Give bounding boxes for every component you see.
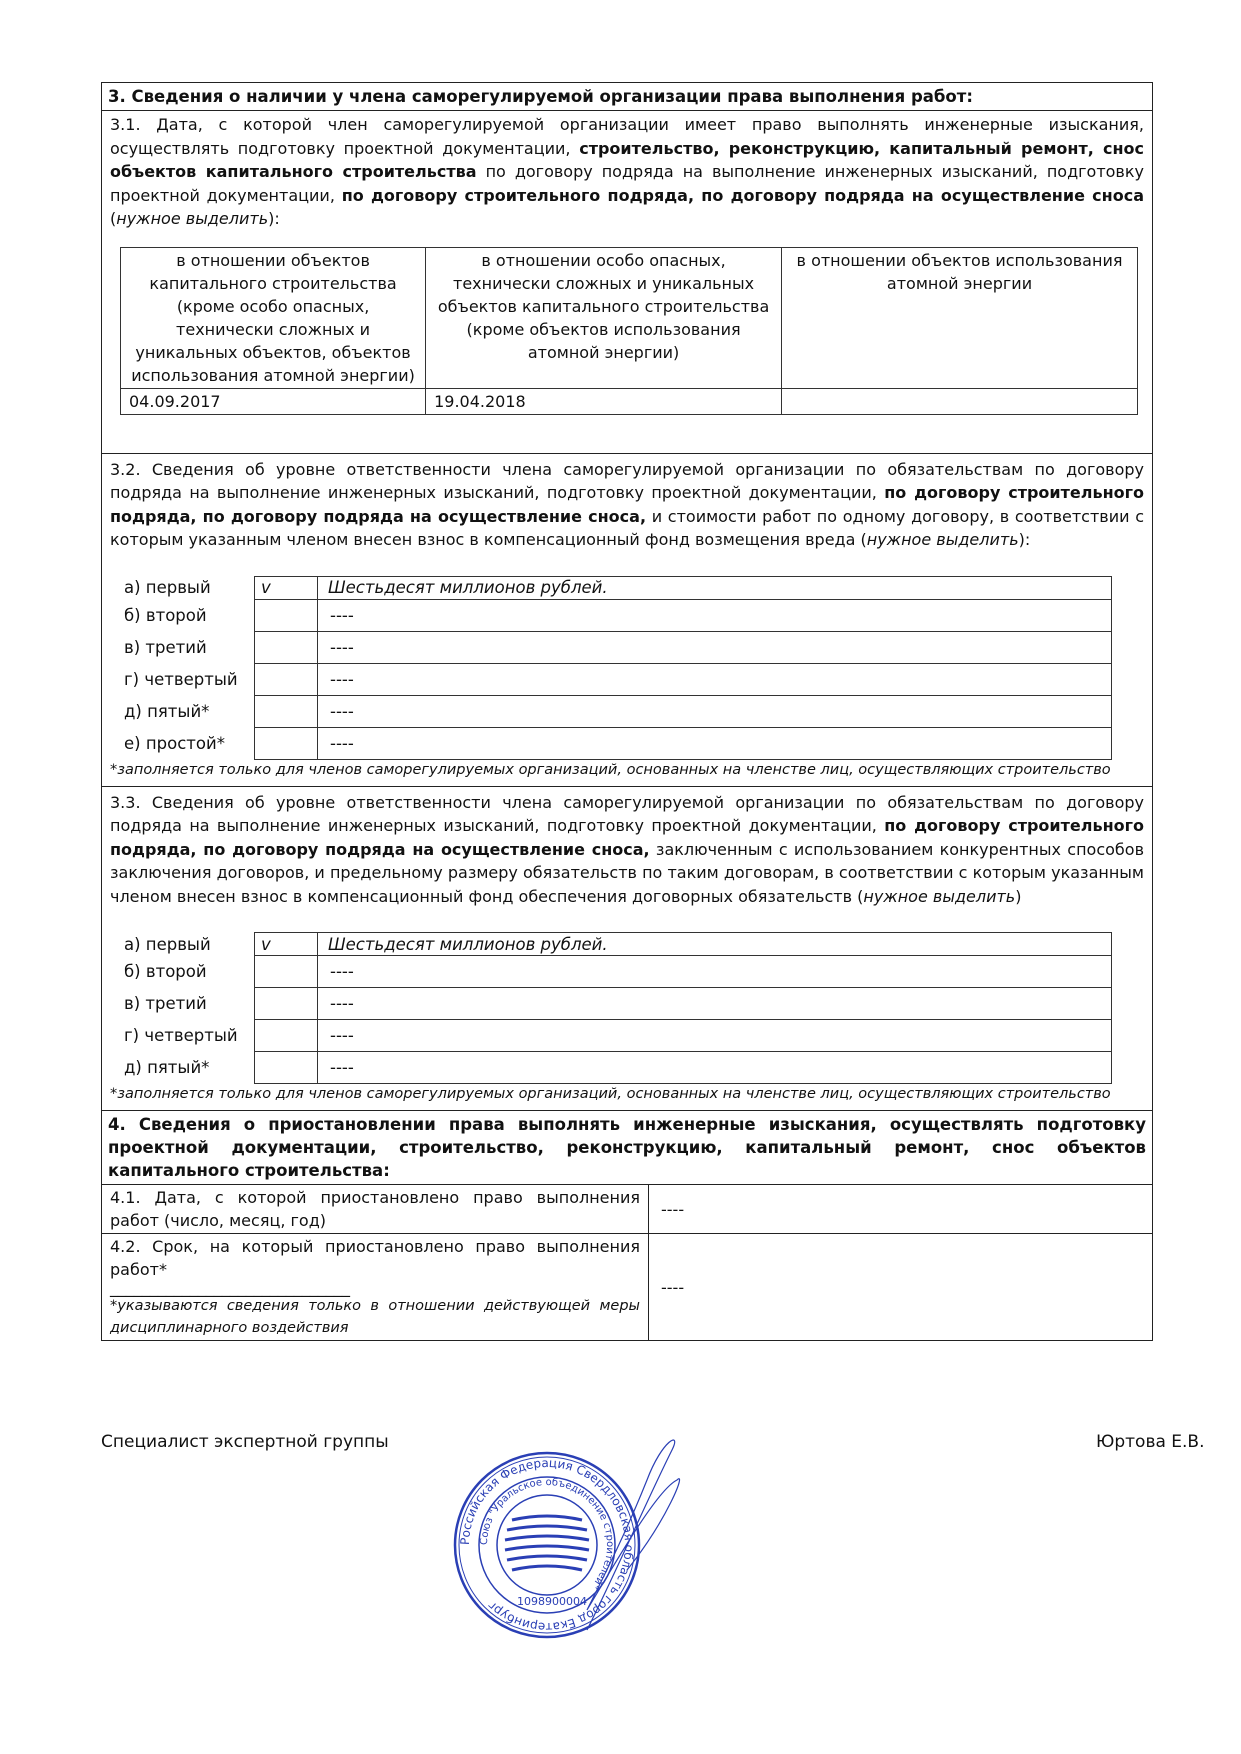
stamp-seal-icon bbox=[447, 1420, 747, 1660]
footnote: *заполняется только для членов саморегулируемых организаций, основанных на членстве лиц, осуществляющих строительство bbox=[110, 761, 1111, 778]
rights-date-cell: 19.04.2018 bbox=[426, 388, 782, 414]
organization-stamp bbox=[447, 1420, 747, 1664]
rights-date-cell bbox=[782, 388, 1138, 414]
stamp-outer-text: Российская Федерация Свердловская область город Екатеринбург bbox=[457, 1455, 637, 1635]
level-row: б) второй ---- bbox=[110, 599, 1112, 631]
svg-text:Союз "Уральское объединение ст bbox=[479, 1477, 615, 1591]
level-row: д) пятый* ---- bbox=[110, 1052, 1112, 1084]
level-mark: v bbox=[255, 933, 318, 956]
rights-col-header: в отношении объектов использования атомной энергии bbox=[782, 247, 1138, 388]
rights-col-header: в отношении объектов капитального строительства (кроме особо опасных, технически сложных и уникальных объектов, объектов использования атомной энергии) bbox=[121, 247, 426, 388]
rights-date-table bbox=[120, 247, 1138, 415]
contract-liability-level-table bbox=[110, 932, 1112, 1084]
rights-col-header: в отношении особо опасных, технически сложных и уникальных объектов капитального строительства (кроме объектов использования атомной энергии) bbox=[426, 247, 782, 388]
stamp-inner-text: Союз "Уральское объединение строителей" bbox=[478, 1476, 616, 1591]
suspension-term-label-cell bbox=[102, 1234, 649, 1341]
level-row: а) первый v Шестьдесят миллионов рублей. bbox=[110, 576, 1112, 599]
section-4 bbox=[102, 1111, 1152, 1340]
stamp-number: 1098900004 bbox=[517, 1595, 587, 1608]
level-row: е) простой* ---- bbox=[110, 727, 1112, 759]
level-mark bbox=[255, 1052, 318, 1084]
level-row: г) четвертый ---- bbox=[110, 663, 1112, 695]
level-mark bbox=[255, 599, 318, 631]
suspension-table bbox=[102, 1184, 1152, 1340]
suspension-date-value: ---- bbox=[649, 1185, 1153, 1234]
level-row: а) первый v Шестьдесят миллионов рублей. bbox=[110, 933, 1112, 956]
section-3-title: 3. Сведения о наличии у члена саморегулируемой организации права выполнения работ: bbox=[102, 83, 1152, 111]
level-mark bbox=[255, 631, 318, 663]
certificate-frame bbox=[101, 82, 1153, 1341]
signatory-name: Юртова Е.В. bbox=[1096, 1432, 1205, 1452]
section-3-2-text: 3.2. Сведения об уровне ответственности члена саморегулируемой организации по обязательствам по договору подряда на выполнение инженерных изысканий, подготовку проектной документации, по договору строительного подряда, по договору подряда на осуществление сноса, и стоимости работ по одному договору, в соответствии с которым указанным членом внесен взнос в компенсационный фонд возмещения вреда (нужное выделить): bbox=[110, 459, 1144, 549]
signatory-position: Специалист экспертной группы bbox=[101, 1432, 389, 1452]
section-3-1 bbox=[102, 111, 1152, 454]
level-mark: v bbox=[255, 576, 318, 599]
level-mark bbox=[255, 1020, 318, 1052]
level-row: в) третий ---- bbox=[110, 988, 1112, 1020]
suspension-term-value: ---- bbox=[649, 1234, 1153, 1341]
level-row: г) четвертый ---- bbox=[110, 1020, 1112, 1052]
level-row: в) третий ---- bbox=[110, 631, 1112, 663]
section-3-3 bbox=[102, 787, 1152, 1112]
level-row: б) второй ---- bbox=[110, 956, 1112, 988]
section-3-1-text: 3.1. Дата, с которой член саморегулируемой организации имеет право выполнять инженерные изыскания, осуществлять подготовку проектной документации, строительство, реконструкцию, капитальный ремонт, снос объектов капитального строительства по договору подряда на выполнение инженерных изысканий, подготовку проектной документации, по договору строительного подряда, по договору подряда на осуществление сноса (нужное выделить): bbox=[110, 115, 1144, 228]
section-3-3-text: 3.3. Сведения об уровне ответственности члена саморегулируемой организации по обязательствам по договору подряда на выполнение инженерных изысканий, подготовку проектной документации, по договору строительного подряда, по договору подряда на осуществление сноса, заключенным с использованием конкурентных способов заключения договоров, и предельному размеру обязательств по таким договорам, в соответствии с которым указанным членом внесен взнос в компенсационный фонд обеспечения договорных обязательств (нужное выделить) bbox=[110, 792, 1144, 906]
level-row: д) пятый* ---- bbox=[110, 695, 1112, 727]
suspension-term-label: 4.2. Срок, на который приостановлено право выполнения работ* bbox=[110, 1237, 640, 1279]
level-mark bbox=[255, 727, 318, 759]
level-mark bbox=[255, 988, 318, 1020]
suspension-date-label: 4.1. Дата, с которой приостановлено право выполнения работ (число, месяц, год) bbox=[102, 1185, 649, 1234]
section-3-2 bbox=[102, 454, 1152, 787]
section-4-title: 4. Сведения о приостановлении права выполнять инженерные изыскания, осуществлять подготовку проектной документации, строительство, реконструкцию, капитальный ремонт, снос объектов капитального строительства: bbox=[108, 1115, 1146, 1180]
liability-level-table bbox=[110, 576, 1112, 760]
footnote-divider: ______________________________ bbox=[110, 1278, 350, 1297]
level-mark bbox=[255, 695, 318, 727]
level-mark bbox=[255, 956, 318, 988]
footnote: *заполняется только для членов саморегулируемых организаций, основанных на членстве лиц, осуществляющих строительство bbox=[110, 1086, 1111, 1102]
level-mark bbox=[255, 663, 318, 695]
suspension-term-note: *указываются сведения только в отношении действующей меры дисциплинарного воздействия bbox=[110, 1298, 640, 1336]
rights-date-cell: 04.09.2017 bbox=[121, 388, 426, 414]
